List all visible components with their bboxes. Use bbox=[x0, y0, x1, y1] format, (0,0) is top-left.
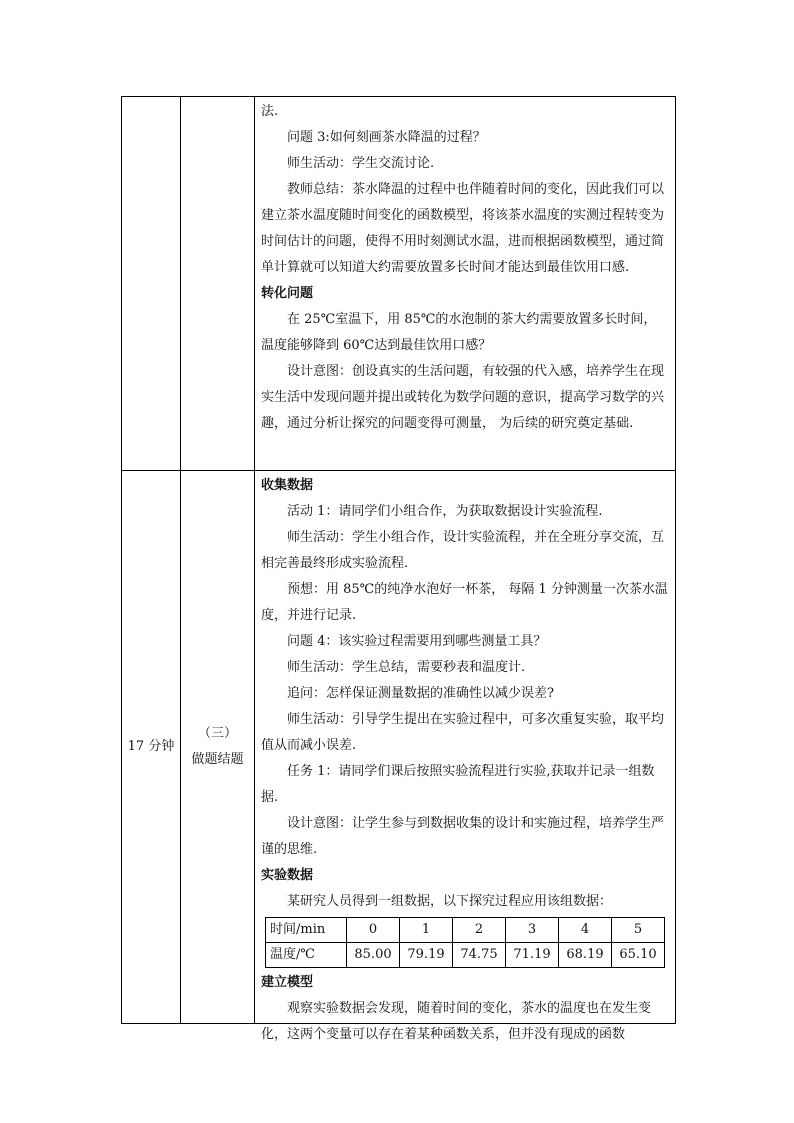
paragraph: 师生活动：引导学生提出在实验过程中，可多次重复实验，取平均值从而减小误差. bbox=[261, 712, 665, 753]
table-row bbox=[266, 918, 665, 943]
table-cell: 1 bbox=[400, 918, 453, 943]
paragraph: 追问：怎样保证测量数据的准确性以减少误差? bbox=[287, 686, 554, 701]
paragraph: 预想：用 85℃的纯净水泡好一杯茶， 每隔 1 分钟测量一次茶水温度，并进行记录. bbox=[261, 582, 668, 623]
table-cell: 4 bbox=[559, 918, 612, 943]
section-heading: 实验数据 bbox=[261, 868, 314, 883]
time-cell bbox=[122, 471, 181, 1024]
table-cell: 79.19 bbox=[400, 943, 453, 968]
time-label: 17 分钟 bbox=[127, 739, 175, 754]
paragraph: 师生活动：学生小组合作，设计实验流程，并在全班分享交流，互相完善最终形成实验流程. bbox=[261, 530, 665, 571]
table-cell: 5 bbox=[612, 918, 665, 943]
lesson-row-continued bbox=[122, 97, 676, 471]
section-number: （三） bbox=[197, 726, 237, 741]
design-intent: 设计意图：创设真实的生活问题，有较强的代入感，培养学生在现实生活中发现问题并提出或转化为数学问题的意识，提高学习数学的兴趣，通过分析让探究的问题变得可测量， 为后续的研究奠定基础. bbox=[261, 364, 665, 431]
paragraph: 法. bbox=[261, 104, 279, 119]
paragraph: 师生活动：学生总结，需要秒表和温度计. bbox=[287, 660, 526, 675]
experiment-data-table bbox=[265, 917, 665, 968]
temp-header: 温度/℃ bbox=[266, 943, 347, 968]
lesson-plan-table bbox=[121, 96, 676, 1042]
table-cell: 3 bbox=[506, 918, 559, 943]
time-header: 时间/min bbox=[266, 918, 347, 943]
section-cell-empty bbox=[181, 97, 255, 471]
question-4: 问题 4：该实验过程需要用到哪些测量工具？ bbox=[287, 634, 547, 649]
table-cell: 2 bbox=[453, 918, 506, 943]
question-3: 问题 3:如何刻画茶水降温的过程？ bbox=[287, 130, 486, 145]
activity-1: 活动 1：请同学们小组合作，为获取数据设计实验流程. bbox=[287, 504, 603, 519]
section-title: 做题结题 bbox=[191, 752, 244, 767]
table-cell: 71.19 bbox=[506, 943, 559, 968]
content-cell bbox=[255, 471, 676, 1042]
section-heading: 建立模型 bbox=[261, 975, 314, 990]
content-cell bbox=[255, 97, 676, 471]
table-cell: 68.19 bbox=[559, 943, 612, 968]
paragraph: 师生活动：学生交流讨论. bbox=[287, 156, 435, 171]
paragraph: 在 25℃室温下，用 85℃的水泡制的茶大约需要放置多长时间，温度能够降到 60℃达到最佳饮用口感？ bbox=[261, 312, 657, 353]
time-cell-empty bbox=[122, 97, 181, 471]
table-cell: 0 bbox=[347, 918, 400, 943]
lesson-row-3 bbox=[122, 471, 676, 1024]
table-row bbox=[266, 943, 665, 968]
paragraph: 观察实验数据会发现，随着时间的变化，茶水的温度也在发生变化，这两个变量可以存在着某种函数关系，但并没有现成的函数 bbox=[261, 1001, 652, 1042]
table-cell: 65.10 bbox=[612, 943, 665, 968]
table-cell: 74.75 bbox=[453, 943, 506, 968]
teacher-summary: 教师总结：茶水降温的过程中也伴随着时间的变化，因此我们可以建立茶水温度随时间变化的函数模型，将该茶水温度的实测过程转变为时间估计的问题，使得不用时刻测试水温，进而根据函数模型，通过简单计算就可以知道大约需要放置多长时间才能达到最佳饮用口感. bbox=[261, 182, 665, 275]
task-1: 任务 1：请同学们课后按照实验流程进行实验,获取并记录一组数据. bbox=[261, 764, 655, 805]
table-cell: 85.00 bbox=[347, 943, 400, 968]
paragraph: 某研究人员得到一组数据，以下探究过程应用该组数据： bbox=[287, 894, 613, 909]
section-cell bbox=[181, 471, 255, 1024]
section-heading: 收集数据 bbox=[261, 478, 314, 493]
design-intent: 设计意图：让学生参与到数据收集的设计和实施过程，培养学生严谨的思维. bbox=[261, 816, 665, 857]
section-heading: 转化问题 bbox=[261, 286, 314, 301]
